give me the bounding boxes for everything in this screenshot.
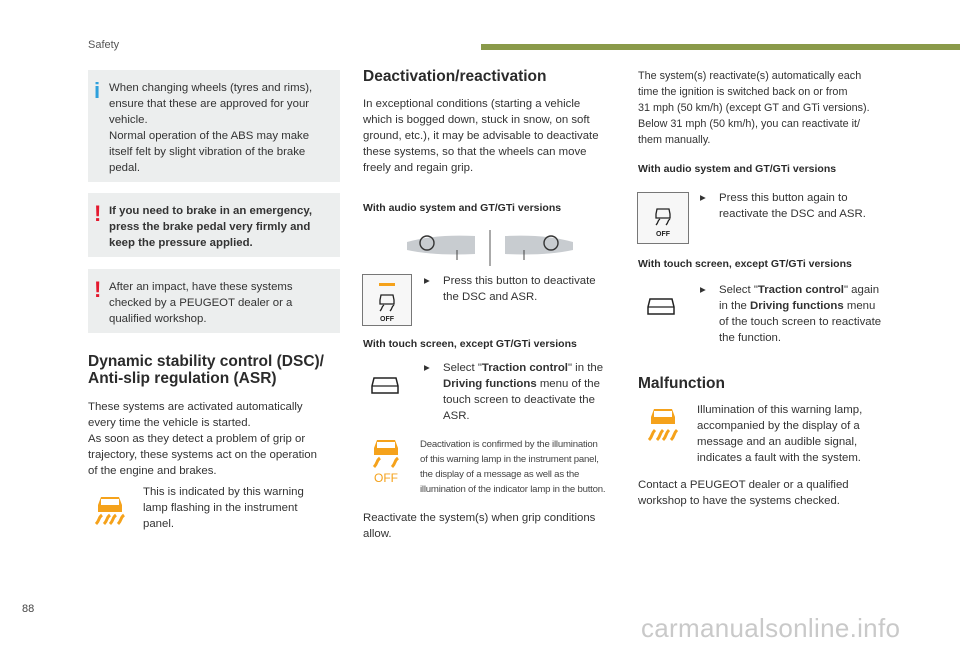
dsc-off-button-icon bbox=[363, 275, 411, 325]
deactivation-confirmation: Deactivation is confirmed by the illumination of this warning lamp in the instrument panel, the display of a message as well as the illumination of the indicator lamp in the button. bbox=[420, 439, 606, 495]
info-box-text: When changing wheels (tyres and rims), ensure that these are approved for your vehicle. Normal operation of the ABS may make itself felt by slight vibration of the brake pedal. bbox=[109, 82, 313, 174]
bullet-press-deactivate: ▸ Press this button to deactivate the DSC and ASR. bbox=[424, 275, 596, 303]
watermark: carmanualsonline.info bbox=[641, 613, 901, 643]
dashboard-buttons-illustration bbox=[405, 228, 575, 268]
warning-box-impact-text: After an impact, have these systems checked by a PEUGEOT dealer or a qualified workshop. bbox=[109, 281, 293, 325]
reactivation-description: The system(s) reactivate(s) automatically each time the ignition is switched back on or from 31 mph (50 km/h) (except GT and GTi versions). Below 31 mph (50 km/h), you can reactivate it/ them manually. bbox=[638, 70, 870, 146]
subheading-touch-right: With touch screen, except GT/GTi versions bbox=[638, 258, 852, 270]
deactivation-description: In exceptional conditions (starting a vehicle which is bogged down, stuck in snow, on soft ground, etc.), it may be advisable to deactivate these systems, so that the wheels can move freely and regain grip. bbox=[363, 98, 599, 174]
info-mark-icon: i bbox=[94, 78, 101, 103]
skid-warning-lamp-icon bbox=[90, 488, 130, 528]
dsc-on-button[interactable] bbox=[637, 192, 689, 244]
bullet-press-reactivate: ▸ Press this button again to reactivate the DSC and ASR. bbox=[700, 192, 866, 220]
reactivate-note: Reactivate the system(s) when grip conditions allow. bbox=[363, 512, 596, 540]
bullet-marker-icon: ▸ bbox=[700, 284, 706, 296]
info-box bbox=[88, 70, 340, 182]
dsc-on-button-icon bbox=[638, 193, 688, 243]
lamp-description: This is indicated by this warning lamp flashing in the instrument panel. bbox=[143, 486, 304, 530]
contact-dealer-note: Contact a PEUGEOT dealer or a qualified workshop to have the systems checked. bbox=[638, 479, 849, 507]
car-outline-icon bbox=[368, 372, 402, 398]
malfunction-lamp-description: Illumination of this warning lamp, accompanied by the display of a message and an audible signal, indicates a fault with the system. bbox=[697, 404, 863, 464]
svg-text:OFF: OFF bbox=[380, 316, 394, 323]
skid-warning-lamp-icon bbox=[643, 404, 683, 444]
subheading-audio: With audio system and GT/GTi versions bbox=[363, 202, 562, 214]
car-outline-icon bbox=[644, 293, 678, 319]
svg-text:OFF: OFF bbox=[656, 231, 670, 238]
title-deactivation: Deactivation/reactivation bbox=[363, 68, 547, 85]
exclamation-icon: ! bbox=[94, 277, 102, 302]
exclamation-icon: ! bbox=[94, 201, 102, 226]
dsc-off-button[interactable] bbox=[362, 274, 412, 326]
subheading-touch: With touch screen, except GT/GTi versions bbox=[363, 338, 577, 350]
bullet-select-traction: ▸ Select "Traction control" in the Driving functions menu of the touch screen to deactivate the ASR. bbox=[424, 362, 604, 422]
bullet-marker-icon: ▸ bbox=[700, 192, 706, 204]
subheading-audio-right: With audio system and GT/GTi versions bbox=[638, 163, 837, 175]
bullet-select-traction-again: ▸ Select "Traction control" again in the Driving functions menu of the touch screen to reactivate the function. bbox=[700, 284, 882, 344]
warning-box-impact bbox=[88, 269, 340, 333]
page-number: 88 bbox=[22, 603, 35, 615]
section-header: Safety bbox=[88, 39, 120, 51]
svg-text:OFF: OFF bbox=[374, 471, 398, 484]
warning-box-emergency bbox=[88, 193, 340, 257]
warning-box-emergency-text: If you need to brake in an emergency, press the brake pedal very firmly and keep the pressure applied. bbox=[109, 205, 312, 249]
header-accent-bar bbox=[481, 44, 960, 50]
skid-off-warning-lamp-icon bbox=[366, 436, 406, 484]
section-title-dsc: Dynamic stability control (DSC)/ Anti-slip regulation (ASR) bbox=[88, 353, 324, 387]
bullet-marker-icon: ▸ bbox=[424, 275, 430, 287]
dsc-description: These systems are activated automatically every time the vehicle is started. As soon as they detect a problem of grip or trajectory, these systems act on the operation of the engine and brakes. bbox=[88, 401, 317, 477]
bullet-marker-icon: ▸ bbox=[424, 362, 430, 374]
title-malfunction: Malfunction bbox=[638, 375, 725, 392]
